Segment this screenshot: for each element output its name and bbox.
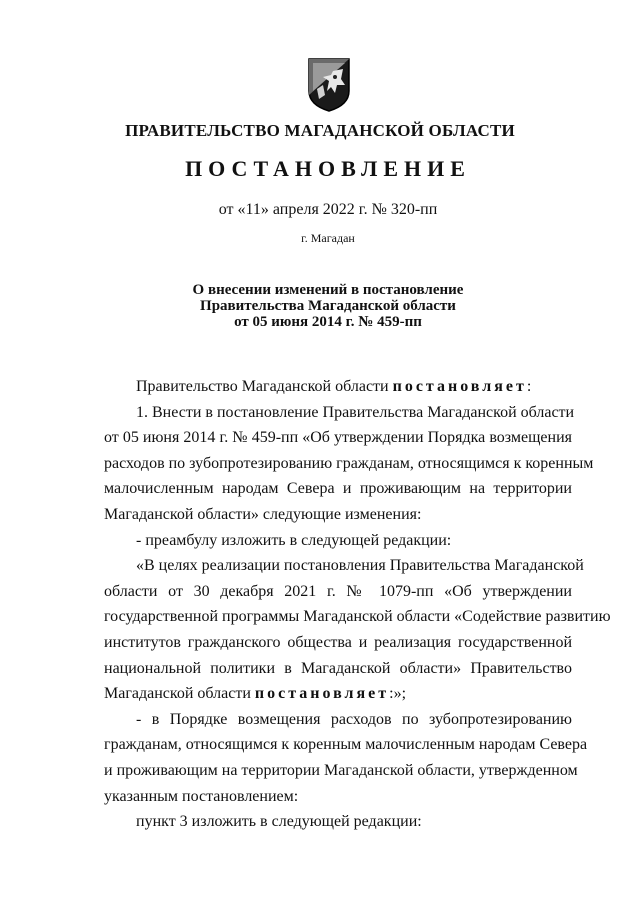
paragraph-3-line: «В целях реализации постановления Правительства Магаданской <box>136 557 584 575</box>
paragraph-4-line: и проживающим на территории Магаданской области, утвержденном <box>104 761 578 779</box>
paragraph-5: пункт 3 изложить в следующей редакции: <box>136 813 422 831</box>
paragraph-3-line: национальной политики в Магаданской области» Правительство <box>104 659 572 677</box>
paragraph-1-line: расходов по зубопротезированию гражданам, относящимся к коренным <box>104 454 594 472</box>
document-city: г. Магадан <box>301 231 355 245</box>
document-date-number: от «11» апреля 2022 г. № 320-пп <box>218 201 438 218</box>
subject-line: О внесении изменений в постановление <box>192 282 464 298</box>
paragraph-3-line: государственной программы Магаданской области «Содействие развитию <box>104 608 611 626</box>
paragraph-1-line: малочисленным народам Севера и проживающим на территории <box>104 480 572 498</box>
paragraph-4-line: гражданам, относящимся к коренным малочисленным народам Севера <box>104 736 588 754</box>
government-title: ПРАВИТЕЛЬСТВО МАГАДАНСКОЙ ОБЛАСТИ <box>125 121 515 140</box>
document-body <box>104 374 611 835</box>
paragraph-4-line: - в Порядке возмещения расходов по зубопротезированию <box>136 710 572 728</box>
paragraph-3-line: институтов гражданского общества и реализация государственной <box>104 633 572 651</box>
paragraph-1-line: 1. Внести в постановление Правительства Магаданской области <box>136 403 575 421</box>
keyword-resolves: постановляет <box>392 378 527 395</box>
paragraph-4-line: указанным постановлением: <box>104 787 299 805</box>
document-subject <box>8 282 640 330</box>
paragraph-2: - преамбулу изложить в следующей редакции: <box>136 531 452 549</box>
paragraph-1-line: Магаданской области» следующие изменения: <box>104 505 422 523</box>
paragraph-1-line: от 05 июня 2014 г. № 459-пп «Об утверждении Порядка возмещения <box>104 429 572 447</box>
paragraph-3-line: Магаданской области постановляет:»; <box>104 685 407 703</box>
subject-line: от 05 июня 2014 г. № 459-пп <box>234 314 422 330</box>
document-type: ПОСТАНОВЛЕНИЕ <box>185 156 471 181</box>
coat-of-arms-icon <box>305 55 353 113</box>
paragraph-3-line: области от 30 декабря 2021 г. № 1079-пп «Об утверждении <box>104 582 572 600</box>
keyword-resolves: постановляет <box>254 685 390 703</box>
paragraph-intro: Правительство Магаданской области постановляет: <box>136 378 532 395</box>
subject-line: Правительства Магаданской области <box>200 298 456 314</box>
